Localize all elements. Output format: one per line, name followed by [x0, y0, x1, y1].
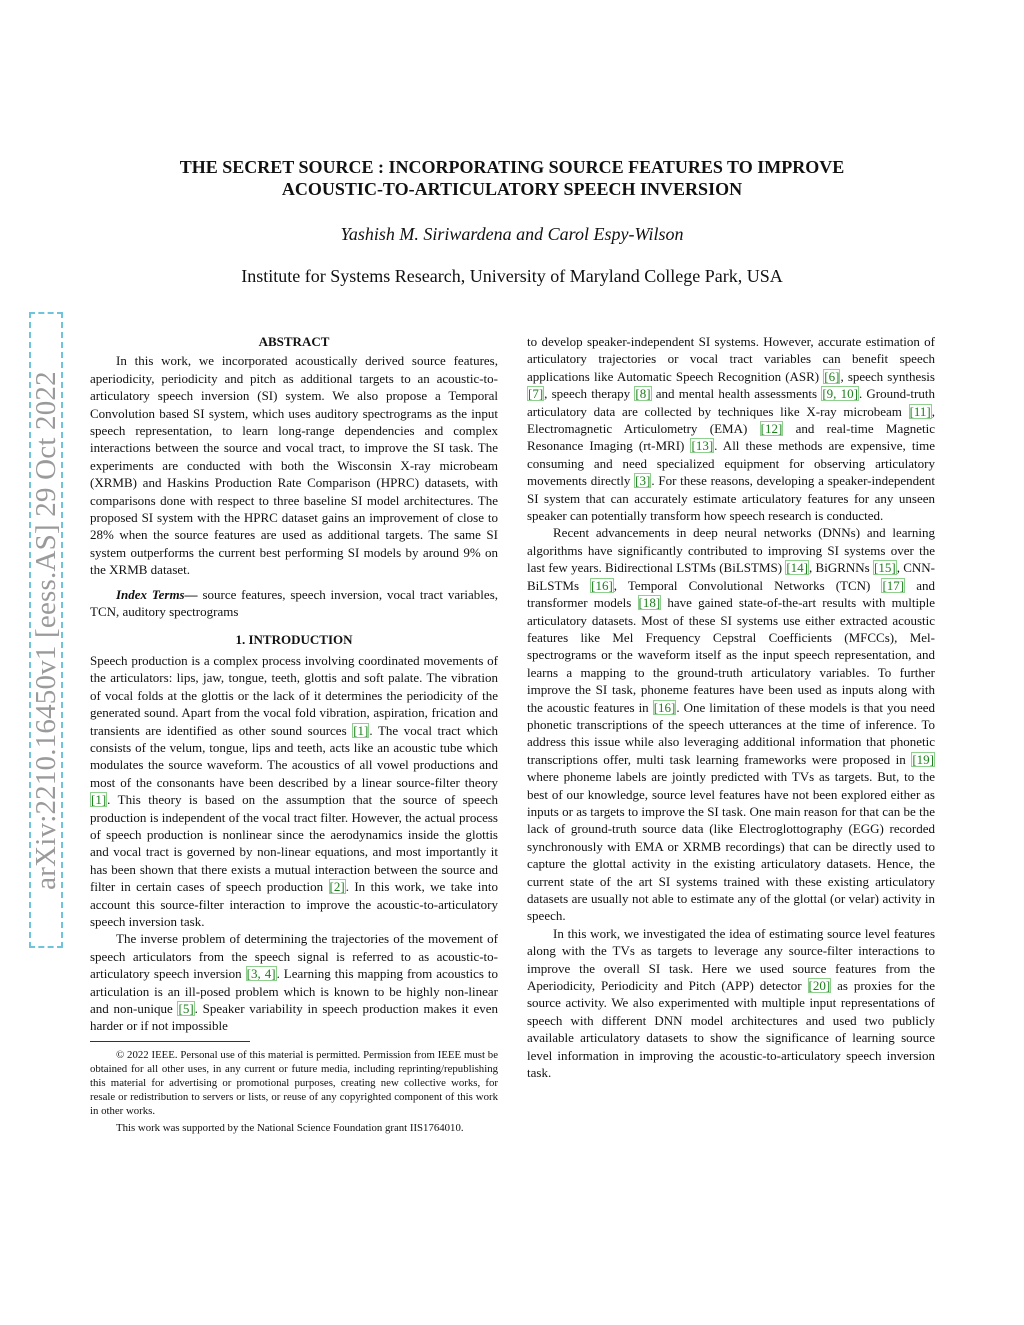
citation-link[interactable]: [6] [824, 368, 840, 384]
citation-link[interactable]: [8] [635, 386, 651, 402]
citation-link[interactable]: [18] [638, 595, 661, 611]
funding-footnote: This work was supported by the National Science Foundation grant IIS1764010. [116, 1121, 464, 1134]
citation-link[interactable]: [15] [874, 560, 896, 576]
citation-link[interactable]: [1] [91, 792, 107, 808]
citation-link[interactable]: [19] [912, 751, 934, 767]
citation-link[interactable]: [17] [882, 577, 905, 593]
affiliation: Institute for Systems Research, University of Maryland College Park, USA [241, 266, 783, 286]
abstract-heading: ABSTRACT [258, 334, 330, 349]
citation-link[interactable]: [7] [528, 386, 544, 402]
copyright-footnote: © 2022 IEEE. Personal use of this material is permitted. Permission from IEEE must be obtained for all other uses, in any current or future media, including reprinting/republishing this material for advertising or promotional purposes, creating new collective works, for resale or redistribution to servers or lists, or reuse of any copyrighted component of this work in other works. [90, 1048, 498, 1117]
citation-link[interactable]: [20] [808, 978, 831, 994]
intro-paragraph-2: The inverse problem of determining the trajectories of the movement of speech articulators from the speech signal is referred to as acoustic-to-articulatory speech inversion [3, 4]. Learning this mapping from acoustics to articulation is an ill-posed problem which is known to be highly non-linear and non-unique [5]. Speaker variability in speech production makes it even harder or if not impossible [90, 931, 498, 1034]
citation-link[interactable]: [14] [786, 560, 809, 576]
paper-title [100, 156, 924, 200]
citation-link[interactable]: [11] [909, 403, 931, 419]
citation-link[interactable]: [16] [653, 699, 676, 715]
intro-paragraph-3: to develop speaker-independent SI systems. However, accurate estimation of articulatory trajectories or vocal tract variables can benefit speech applications like Automatic Speech Recognition (ASR) [6], speech synthesis [7], speech therapy [8] and mental health assessments [9, 10]. Ground-truth articulatory data are collected by techniques like X-ray microbeam [11], Electromagnetic Articulometry (EMA) [12] and real-time Magnetic Resonance Imaging (rt-MRI) [13]. All these methods are expensive, time consuming and need specialized equipment for observing articulatory movements directly [3]. For these reasons, developing a speaker-independent SI system that can accurately estimate articulatory features for any unseen speaker can potentially transform how speech research is conducted. [527, 334, 936, 524]
index-terms-text: source features, speech inversion, vocal tract variables, TCN, auditory spectrograms [90, 586, 499, 620]
intro-paragraph-1: Speech production is a complex process involving coordinated movements of the articulators: lips, jaw, tongue, teeth, glottis and soft palate. The vibration of vocal folds at the glottis or the lack of it determines the periodicity of the generated sound. Apart from the vocal fold vibration, aspiration, frication and transients are identified as other sound sources [1]. The vocal tract which consists of the velum, tongue, lips and teeth, acts like an acoustic tube which modulates the source waveform. The acoustics of all vowel productions and most of the consonants have been described by a linear source-filter theory [1]. This theory is based on the assumption that the source of speech production is independent of the vocal tract filter. However, the actual process of speech production is nonlinear since the aerodynamics inside the glottis and vocal tract is governed by non-linear equations, and most importantly it has been shown that there exists a mutual interaction between the source and filter in certain cases of speech production [2]. In this work, we take into account this source-filter interaction to improve the acoustic-to-articulatory speech inversion task. [90, 652, 498, 929]
citation-link[interactable]: [2] [329, 879, 345, 895]
index-terms [90, 586, 498, 621]
intro-paragraph-4: Recent advancements in deep neural networks (DNNs) and learning algorithms have significantly contributed to improving SI systems over the last few years. Bidirectional LSTMs (BiLSTMS) [14], BiGRNNs [15], CNN-BiLSTMs [16], Temporal Convolutional Networks (TCN) [17] and transformer models [18] have gained state-of-the-art results with multiple articulatory datasets. Most of these SI systems use either extracted acoustic features like Mel Frequency Cepstral Coefficients (MFCCs), Mel-spectrograms or the waveform itself as the input speech representation, and learns a mapping to the ground-truth articulatory variables. To further improve the SI task, phoneme features have been used as inputs along with the acoustic features in [16]. One limitation of these models is that you need phonetic transcriptions of the speech utterances at the time of inference. To address this issue while also leveraging additional information that phonetic transcriptions offer, multi task learning frameworks were proposed in [19] where phoneme labels are jointly predicted with TVs as targets. But, to the best of our knowledge, source level features have not been explored either as inputs or as targets to improve the SI task. One main reason for that can be the lack of ground-truth source data (like Electroglottography (EGG) recorded synchronously with EMA or XRMB recordings) that can be directly used to capture the glottal activity in the existing articulatory datasets. Hence, the current state of the art SI systems trained with these existing articulatory datasets are usually not able to estimate any of the glottal (or velar) activity in speech. [527, 525, 935, 924]
title-line-1: THE SECRET SOURCE : INCORPORATING SOURCE FEATURES TO IMPROVE [179, 157, 845, 177]
title-line-2: ACOUSTIC-TO-ARTICULATORY SPEECH INVERSION [281, 179, 743, 199]
abstract-text: In this work, we incorporated acoustically derived source features, aperiodicity, periodicity and pitch as additional targets to an acoustic-to-articulatory speech inversion (SI) system. We also propose a Temporal Convolution based SI system, which uses auditory spectrograms as the input speech representation, to learn long-range dependencies and complex interactions between the source and vocal tract, to improve the SI task. The experiments are conducted with both the Wisconsin X-ray microbeam (XRMB) and Haskins Production Rate Comparison (HPRC) datasets, with comparisons done with respect to three baseline SI model architectures. The proposed SI system with the HPRC dataset gains an improvement of close to 28% when the source features are used as additional targets. The same SI system outperforms the current best performing SI models by around 9% on the XRMB dataset. [90, 353, 498, 578]
authors: Yashish M. Siriwardena and Carol Espy-Wilson [340, 224, 684, 244]
arxiv-stamp[interactable] [29, 312, 63, 948]
citation-link[interactable]: [5] [178, 1001, 194, 1017]
footnote-divider [90, 1041, 250, 1042]
introduction-heading: 1. INTRODUCTION [235, 631, 353, 647]
citation-link[interactable]: [13] [691, 438, 714, 454]
index-terms-label: Index Terms— [116, 586, 198, 602]
right-column [527, 333, 935, 1081]
citation-link[interactable]: [3] [635, 473, 651, 489]
citation-link[interactable]: [1] [353, 722, 369, 738]
citation-link[interactable]: [16] [591, 577, 613, 593]
citation-link[interactable]: [3, 4] [246, 966, 276, 982]
citation-link[interactable]: [9, 10] [822, 386, 858, 402]
left-column [90, 333, 498, 1135]
intro-paragraph-5: In this work, we investigated the idea of estimating source level features along with the TVs as targets to leverage any source-filter interactions to improve the overall SI task. Here we used source features from the Aperiodicity, Periodicity and Pitch (APP) detector [20] as proxies for the source activity. We also experimented with multiple input representations of speech with different DNN model architectures and used two publicly available articulatory datasets to show the significance of learning source level information in improving the acoustic-to-articulatory speech inversion task. [527, 925, 935, 1081]
arxiv-identifier[interactable]: arXiv:2210.16450v1 [eess.AS] 29 Oct 2022 [29, 370, 62, 890]
citation-link[interactable]: [12] [760, 421, 783, 437]
